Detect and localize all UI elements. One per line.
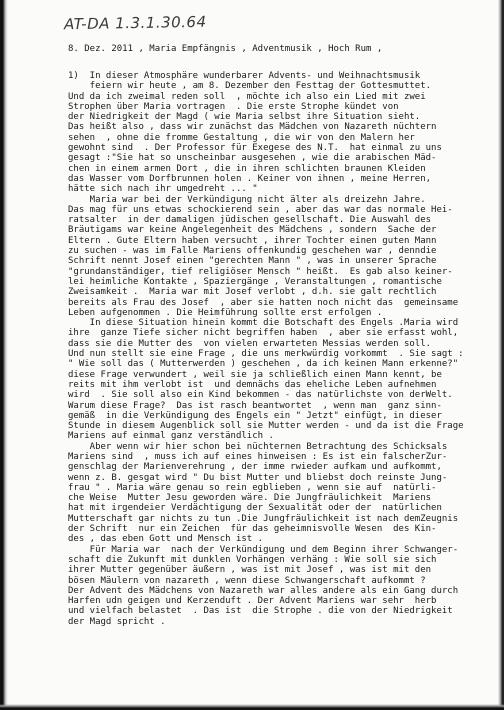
text-line: der Magd spricht .: [68, 616, 166, 627]
text-line: gewohnt sind . Der Professor für Exegese des N.T. hat einmal zu uns: [68, 143, 442, 154]
text-line: hat mit irgendeier Verdächtigung der Sexualität oder der natürlichen: [68, 503, 442, 514]
text-line: 1) In dieser Atmosphäre wunderbarer Advents- und Weihnachtsmusik: [68, 71, 421, 81]
text-line: der Schrift nur ein Zeichen für das geheimnisvolle Wesen des Kin-: [68, 524, 437, 535]
text-line: Und nun stellt sie eine Frage , die uns merkwürdig vorkommt . Sie sagt :: [68, 349, 464, 360]
text-line: bösen Mäulern von nazareth , wenn diese Schwangerschaft aufkommt ?: [68, 575, 426, 586]
text-line: Leben aufgenommen . Die Heimführung sollte erst erfolgen .: [68, 307, 383, 318]
archive-number-handwritten: AT-DA 1.3.1.30.64: [63, 12, 207, 34]
text-line: che Weise Mutter Jesu geworden wäre. Die Jungfräulichkeit Mariens: [68, 493, 432, 504]
text-line: gemäß in die Verkündigung des Engels ein " Jetzt" einfügt, in dieser: [68, 410, 442, 421]
text-line: " Wie soll das ( Mutterwerden ) geschehen , da ich keinen Mann erkenne?": [68, 359, 459, 370]
text-line: Aber wenn wir hier schon bei nüchternen Betrachtung des Schicksals: [68, 441, 448, 452]
text-line: chen in einem armen Dort , die in ihren schlichten braunen Kleiden: [68, 163, 426, 174]
text-line: Das mag für uns etwas schockierend sein , aber das war das normale Hei-: [68, 204, 453, 215]
text-line: des , das eben Gott und Mensch ist .: [68, 534, 264, 545]
text-line: sehen , ohne die fromme Gestaltung , die wir von den Malern her: [68, 132, 415, 143]
text-line: Strophen über Maria vortragen . Die erste Strophe kündet von: [68, 101, 399, 112]
text-line: Das heißt also , dass wir zunächst das Mädchen von Nazareth nüchtern: [68, 122, 437, 133]
text-line: "grundanständiger, tief religiöser Mensch " heißt. Es gab also keiner-: [68, 266, 453, 277]
text-line: Warum diese Frage? Das ist rasch beantwortet , wenn man ganz sinn-: [68, 400, 442, 411]
text-line: Der Advent des Mädchens von Nazareth war alles andere als ein Gang durch: [68, 585, 459, 596]
text-line: gesagt :"Sie hat so unscheinbar ausgesehen , wie die arabischen Mäd-: [68, 153, 437, 164]
text-line: Maria war bei der Verkündigung nicht älter als dreizehn Jahre.: [68, 194, 426, 205]
text-line: Mariens auf einmal ganz verständlich .: [68, 431, 274, 442]
text-line: dass sie die Mutter des von vielen erwarteten Messias werden soll.: [68, 338, 432, 349]
text-line: diese Frage verwundert , weil sie ja schließlich einen Mann kennt, be: [68, 369, 442, 380]
text-line: ihrer Mutter gegenüber äußern , was ist mit Josef , was ist mit den: [68, 565, 432, 576]
text-line: Für Maria war nach der Verkündigung und dem Beginn ihrer Schwanger-: [68, 544, 459, 555]
text-line: feiern wir heute , am 8. Dezember den Festtag der Gottesmuttet.: [68, 81, 432, 92]
text-line: reits mit ihm verlobt ist und demnächs das eheliche Leben aufnehmen: [68, 379, 437, 390]
text-line: das Wasser vom Dorfbrunnen holen . Keiner von ihnen , meine Herren,: [68, 173, 432, 184]
text-line: ihre ganze Tiefe sicher nicht begriffen haben , aber sie erfasst wohl,: [68, 328, 459, 339]
text-line: wenn z. B. gesgat wird " Du bist Mutter und bliebst doch reinste Jung-: [68, 472, 448, 483]
text-line: In diese Situation hinein kommt die Botschaft des Engels .Maria wird: [68, 318, 459, 329]
text-line: der Niedrigkeit der Magd ( wie Maria selbst ihre Situation sieht.: [68, 112, 421, 123]
text-line: und vielfach belastet . Das ist die Strophe . die von der Niedrigkeit: [68, 606, 453, 617]
scan-edge-left: [0, 0, 8, 710]
text-line: Stunde in diesem Augenblick soll sie Mutter werden - und da ist die Frage: [68, 421, 464, 432]
text-line: lei heimliche Kontakte , Spaziergänge , Veranstaltungen , romantische: [68, 276, 442, 287]
text-line: Und da ich zweimal reden soll , möchte ich also ein Lied mit zwei: [68, 91, 426, 102]
text-line: ratsalter in der damaligen jüdischen gesellschaft. Die Auswahl des: [68, 215, 432, 226]
text-line: Mariens sind , muss ich auf eines hinweisen : Es ist ein falscherZur-: [68, 451, 448, 462]
document-header: 8. Dez. 2011 , Maria Empfängnis , Adventmusik , Hoch Rum ,: [68, 44, 383, 54]
text-line: Harfen udn geigen und Kerzenduft . Der Advent Mariens war sehr herb: [68, 596, 437, 607]
text-line: Eltern . Gute Eltern haben versucht , ihrer Tochter einen guten Mann: [68, 235, 437, 246]
text-line: wird . Sie soll also ein Kind bekommen - das natürlichste von derWelt.: [68, 390, 453, 401]
text-line: Bräutigams war keine Angelegenheit des Mädchens , sondern Sache der: [68, 225, 437, 236]
text-line: frau " . Maria wäre genau so rein egblieben , wenn sie auf natürli-: [68, 482, 437, 493]
text-line: Schrift nennt Josef einen "gerechten Mann " , was in unserer Sprache: [68, 256, 437, 267]
text-line: bereits als Frau des Josef , aber sie hatten noch nicht das gemeinsame: [68, 297, 459, 308]
text-line: Zweisamkeit . Maria war mit Josef verlobt , d.h. sie galt rechtlich: [68, 287, 437, 298]
text-line: hätte sich nach ihr umgedreht ... ": [68, 184, 258, 195]
text-line: Mutterschaft gar nichts zu tun .Die Jungfräulichkeit ist nach demZeugnis: [68, 513, 459, 524]
text-line: schaft die Zukunft mit dunklen Vorhängen verhäng : Wie soll sie sich: [68, 554, 437, 565]
text-line: genschlag der Marienverehrung , der imme rwieder aufkam und aufkommt,: [68, 462, 442, 473]
sermon-text-body: [68, 71, 500, 627]
scan-edge-bottom: [0, 704, 504, 710]
text-line: zu suchen - was im Falle Mariens offenkundig geschehen war , denndie: [68, 246, 437, 257]
